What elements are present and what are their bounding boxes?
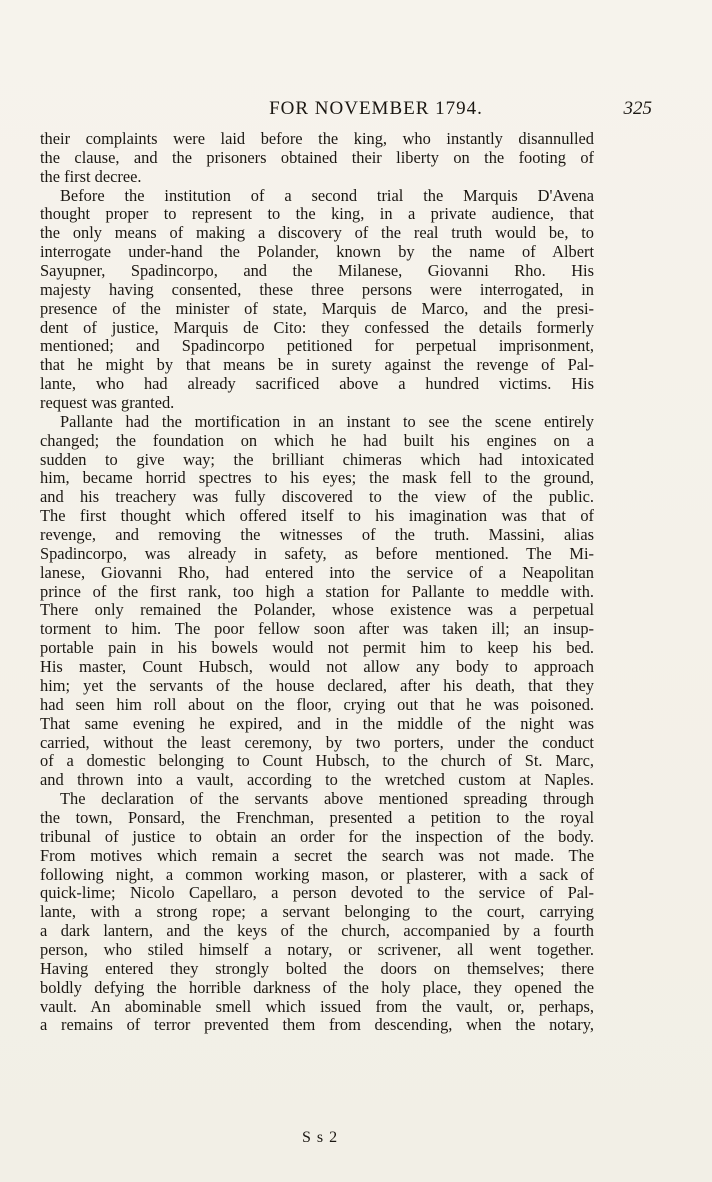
- text-line: interrogate under-hand the Polander, known by the name of Albert: [40, 242, 594, 262]
- text-line: From motives which remain a secret the search was not made. The: [40, 845, 594, 865]
- text-line: The declaration of the servants above mentioned spreading through: [60, 789, 594, 809]
- text-line: revenge, and removing the witnesses of the truth. Massini, alias: [40, 525, 594, 545]
- text-line: mentioned; and Spadincorpo petitioned for perpetual imprisonment,: [40, 336, 594, 356]
- text-line: prince of the first rank, too high a station for Pallante to meddle with.: [40, 581, 594, 601]
- text-line: His master, Count Hubsch, would not allow any body to approach: [40, 657, 594, 677]
- text-line: There only remained the Polander, whose existence was a perpetual: [40, 600, 594, 620]
- page-number: 325: [623, 98, 652, 119]
- text-line: That same evening he expired, and in the middle of the night was: [40, 713, 594, 733]
- text-line: that he might by that means be in surety against the revenge of Pal-: [40, 355, 594, 375]
- text-line: lanese, Giovanni Rho, had entered into the service of a Neapolitan: [40, 562, 594, 582]
- text-line: a remains of terror prevented them from descending, when the notary,: [40, 1015, 594, 1035]
- signature-mark: S s 2: [301, 1129, 339, 1146]
- text-line: of a domestic belonging to Count Hubsch, to the church of St. Marc,: [40, 751, 594, 771]
- text-line: had seen him roll about on the floor, crying out that he was poisoned.: [40, 694, 594, 714]
- text-line: changed; the foundation on which he had built his engines on a: [40, 430, 594, 450]
- text-line: the town, Ponsard, the Frenchman, presented a petition to the royal: [40, 807, 594, 827]
- text-line: him, became horrid spectres to his eyes; the mask fell to the ground,: [40, 468, 594, 488]
- text-line: presence of the minister of state, Marquis de Marco, and the presi-: [40, 298, 594, 318]
- text-line: majesty having consented, these three persons were interrogated, in: [40, 279, 594, 299]
- text-line: lante, with a strong rope; a servant belonging to the court, carrying: [40, 902, 594, 922]
- text-line: The first thought which offered itself to his imagination was that of: [40, 506, 594, 526]
- running-head: FOR NOVEMBER 1794.: [269, 98, 483, 119]
- text-line: their complaints were laid before the king, who instantly disannulled: [40, 129, 594, 148]
- text-line: request was granted.: [40, 393, 175, 413]
- text-line: sudden to give way; the brilliant chimeras which had intoxicated: [40, 449, 594, 469]
- text-line: Having entered they strongly bolted the doors on themselves; there: [40, 958, 594, 978]
- text-line: the only means of making a discovery of the real truth would be, to: [40, 223, 594, 243]
- text-line: following night, a common working mason, or plasterer, with a sack of: [40, 864, 594, 884]
- text-line: vault. An abominable smell which issued from the vault, or, perhaps,: [40, 996, 594, 1016]
- text-line: and thrown into a vault, according to the wretched custom at Naples.: [40, 770, 594, 790]
- text-line: lante, who had already sacrificed above a hundred victims. His: [40, 374, 594, 394]
- body-text: [40, 130, 594, 1035]
- text-line: person, who stiled himself a notary, or scrivener, all went together.: [40, 939, 594, 959]
- text-line: him; yet the servants of the house declared, after his death, that they: [40, 675, 594, 695]
- text-line: Before the institution of a second trial the Marquis D'Avena: [60, 185, 594, 205]
- text-line: the clause, and the prisoners obtained their liberty on the footing of: [40, 147, 594, 167]
- text-line: carried, without the least ceremony, by two porters, under the conduct: [40, 732, 594, 752]
- text-line: a dark lantern, and the keys of the church, accompanied by a fourth: [40, 921, 594, 941]
- text-line: and his treachery was fully discovered to the view of the public.: [40, 487, 594, 507]
- text-line: thought proper to represent to the king, in a private audience, that: [40, 204, 594, 224]
- text-line: Sayupner, Spadincorpo, and the Milanese, Giovanni Rho. His: [40, 261, 594, 281]
- text-line: torment to him. The poor fellow soon after was taken ill; an insup-: [40, 619, 594, 639]
- text-line: boldly defying the horrible darkness of the holy place, they opened the: [40, 977, 594, 997]
- text-line: tribunal of justice to obtain an order for the inspection of the body.: [40, 826, 594, 846]
- text-line: the first decree.: [40, 166, 142, 186]
- text-line: Pallante had the mortification in an instant to see the scene entirely: [60, 411, 594, 431]
- text-line: quick-lime; Nicolo Capellaro, a person devoted to the service of Pal-: [40, 883, 594, 903]
- text-line: Spadincorpo, was already in safety, as before mentioned. The Mi-: [40, 543, 594, 563]
- text-line: dent of justice, Marquis de Cito: they confessed the details formerly: [40, 317, 594, 337]
- text-line: portable pain in his bowels would not permit him to keep his bed.: [40, 638, 594, 658]
